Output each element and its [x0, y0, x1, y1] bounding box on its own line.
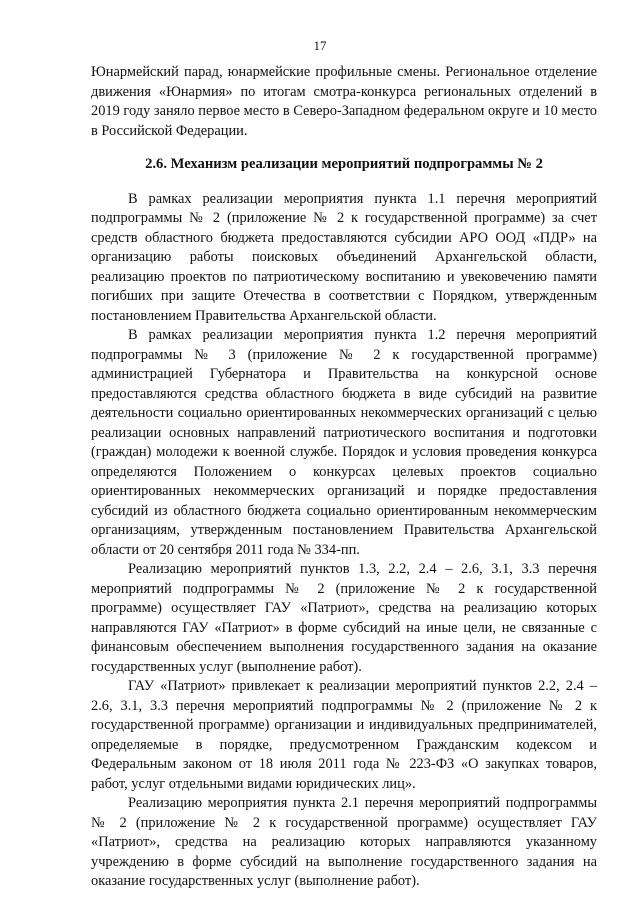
page-content — [91, 63, 597, 892]
body-paragraph-5: Реализацию мероприятия пункта 2.1 перечня мероприятий подпрограммы № 2 (приложение № 2 к государственной программе) осуществляет ГАУ «Патриот», средства на реализацию которых направляются указанному учреждению в форме субсидий на выполнение государственного задания на оказание государственных услуг (выполнение работ). — [91, 795, 597, 889]
section-heading: 2.6. Механизм реализации мероприятий подпрограммы № 2 — [145, 156, 543, 172]
body-paragraph-1: В рамках реализации мероприятия пункта 1.1 перечня мероприятий подпрограммы № 2 (приложение № 2 к государственной программе) за счет средств областного бюджета предоставляются субсидии АРО ООД «ПДР» на организацию работы поисковых объединений Архангельской области, реализацию проектов по патриотическому воспитанию и увековечению памяти погибших при защите Отечества в соответствии с Порядком, утвержденным постановлением Правительства Архангельской области. — [91, 190, 597, 324]
body-paragraph-3: Реализацию мероприятий пунктов 1.3, 2.2, 2.4 – 2.6, 3.1, 3.3 перечня мероприятий подпрограммы № 2 (приложение № 2 к государственной программе) осуществляет ГАУ «Патриот», средства на реализацию которых направляются ГАУ «Патриот» в форме субсидий на иные цели, не связанные с финансовым обеспечением выполнения государственного задания на оказание государственных услуг (выполнение работ). — [91, 561, 597, 675]
intro-paragraph: Юнармейский парад, юнармейские профильные смены. Региональное отделение движения «Юнармия» по итогам смотра-конкурса региональных отделений в 2019 году заняло первое место в Северо-Западном федеральном округе и 10 место в Российской Федерации. — [91, 64, 597, 139]
body-paragraph-2: В рамках реализации мероприятия пункта 1.2 перечня мероприятий подпрограммы № 3 (приложение № 2 к государственной программе) администрацией Губернатора и Правительства на конкурсной основе предоставляются средства областного бюджета в виде субсидий на развитие деятельности социально ориентированных некоммерческих организаций с целью реализации основных направлений патриотического воспитания и подготовки (граждан) молодежи к военной службе. Порядок и условия проведения конкурса определяются Положением о конкурсах целевых проектов социально ориентированных некоммерческих организаций и порядке предоставления субсидий из областного бюджета социально ориентированным некоммерческим организациям, утвержденным постановлением Правительства Архангельской области от 20 сентября 2011 года № 334-пп. — [91, 327, 597, 558]
body-paragraph-4: ГАУ «Патриот» привлекает к реализации мероприятий пунктов 2.2, 2.4 – 2.6, 3.1, 3.3 перечня мероприятий подпрограммы № 2 (приложение № 2 к государственной программе) организации и индивидуальных предпринимателей, определяемые в порядке, предусмотренном Гражданским кодексом и Федеральным законом от 18 июля 2011 года № 223-ФЗ «О закупках товаров, работ, услуг отдельными видами юридических лиц». — [91, 678, 597, 792]
page-number: 17 — [313, 38, 327, 53]
